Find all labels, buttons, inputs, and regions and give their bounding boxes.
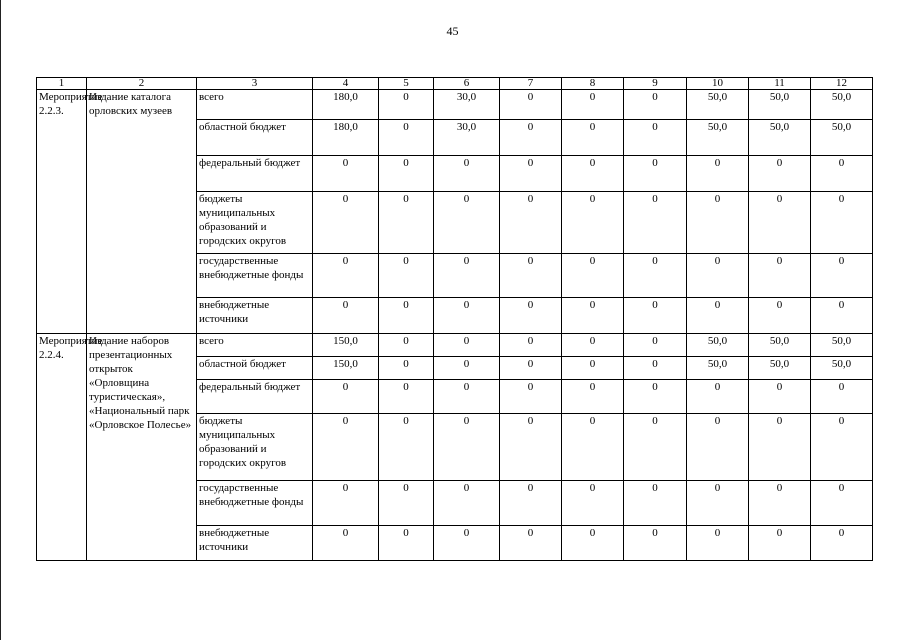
value-cell: 0 — [624, 334, 687, 357]
funding-source: федеральный бюджет — [197, 156, 313, 192]
funding-source: внебюджетные источники — [197, 526, 313, 561]
value-cell: 0 — [749, 254, 811, 298]
column-header: 11 — [749, 78, 811, 90]
value-cell: 0 — [379, 156, 434, 192]
value-cell: 0 — [749, 380, 811, 414]
value-cell: 0 — [811, 526, 873, 561]
value-cell: 0 — [624, 298, 687, 334]
value-cell: 0 — [434, 357, 500, 380]
value-cell: 180,0 — [313, 120, 379, 156]
value-cell: 0 — [687, 298, 749, 334]
event-code: Мероприятие 2.2.3. — [37, 90, 87, 334]
value-cell: 0 — [749, 192, 811, 254]
value-cell: 50,0 — [687, 90, 749, 120]
value-cell: 0 — [500, 298, 562, 334]
column-header: 8 — [562, 78, 624, 90]
column-header: 1 — [37, 78, 87, 90]
value-cell: 50,0 — [811, 120, 873, 156]
value-cell: 0 — [624, 90, 687, 120]
event-code: Мероприятие 2.2.4. — [37, 334, 87, 561]
value-cell: 0 — [624, 156, 687, 192]
budget-table — [36, 77, 873, 561]
value-cell: 0 — [500, 380, 562, 414]
value-cell: 0 — [624, 192, 687, 254]
value-cell: 30,0 — [434, 120, 500, 156]
value-cell: 0 — [434, 414, 500, 481]
value-cell: 0 — [749, 526, 811, 561]
funding-source: бюджеты муниципальных образований и городских округов — [197, 414, 313, 481]
value-cell: 0 — [562, 414, 624, 481]
column-header: 10 — [687, 78, 749, 90]
column-header: 9 — [624, 78, 687, 90]
table-row — [37, 334, 873, 357]
value-cell: 0 — [624, 380, 687, 414]
value-cell: 0 — [379, 120, 434, 156]
value-cell: 0 — [562, 481, 624, 526]
value-cell: 0 — [687, 380, 749, 414]
value-cell: 0 — [624, 414, 687, 481]
value-cell: 0 — [434, 254, 500, 298]
value-cell: 0 — [500, 254, 562, 298]
value-cell: 0 — [500, 526, 562, 561]
value-cell: 0 — [749, 414, 811, 481]
event-name: Издание каталога орловских музеев — [87, 90, 197, 334]
value-cell: 50,0 — [687, 334, 749, 357]
column-header: 4 — [313, 78, 379, 90]
value-cell: 0 — [749, 481, 811, 526]
value-cell: 0 — [562, 298, 624, 334]
value-cell: 0 — [687, 254, 749, 298]
value-cell: 0 — [749, 156, 811, 192]
funding-source: внебюджетные источники — [197, 298, 313, 334]
value-cell: 0 — [313, 254, 379, 298]
value-cell: 0 — [500, 120, 562, 156]
value-cell: 0 — [562, 120, 624, 156]
value-cell: 0 — [434, 380, 500, 414]
value-cell: 0 — [500, 90, 562, 120]
value-cell: 0 — [500, 481, 562, 526]
value-cell: 50,0 — [811, 357, 873, 380]
value-cell: 0 — [500, 334, 562, 357]
value-cell: 0 — [624, 526, 687, 561]
value-cell: 0 — [624, 254, 687, 298]
page-number: 45 — [446, 24, 459, 38]
value-cell: 0 — [313, 414, 379, 481]
value-cell: 0 — [624, 120, 687, 156]
value-cell: 0 — [811, 414, 873, 481]
value-cell: 0 — [562, 90, 624, 120]
funding-source: областной бюджет — [197, 357, 313, 380]
value-cell: 0 — [313, 526, 379, 561]
value-cell: 0 — [811, 481, 873, 526]
value-cell: 50,0 — [749, 120, 811, 156]
value-cell: 0 — [562, 334, 624, 357]
value-cell: 0 — [379, 192, 434, 254]
value-cell: 0 — [687, 156, 749, 192]
value-cell: 0 — [749, 298, 811, 334]
value-cell: 0 — [379, 414, 434, 481]
value-cell: 0 — [562, 156, 624, 192]
funding-source: всего — [197, 90, 313, 120]
value-cell: 0 — [811, 254, 873, 298]
value-cell: 0 — [687, 526, 749, 561]
column-header: 2 — [87, 78, 197, 90]
value-cell: 0 — [811, 380, 873, 414]
event-name: Издание наборов презентационных открыток «Орловщина туристическая», «Национальный парк «Орловское Полесье» — [87, 334, 197, 561]
value-cell: 0 — [313, 192, 379, 254]
value-cell: 0 — [687, 192, 749, 254]
value-cell: 0 — [811, 156, 873, 192]
value-cell: 0 — [562, 380, 624, 414]
value-cell: 0 — [379, 357, 434, 380]
value-cell: 0 — [379, 298, 434, 334]
value-cell: 0 — [562, 357, 624, 380]
funding-source: государственные внебюджетные фонды — [197, 481, 313, 526]
value-cell: 0 — [811, 298, 873, 334]
value-cell: 50,0 — [687, 120, 749, 156]
header-row — [37, 78, 873, 90]
value-cell: 150,0 — [313, 357, 379, 380]
value-cell: 0 — [500, 357, 562, 380]
value-cell: 0 — [379, 90, 434, 120]
value-cell: 0 — [562, 526, 624, 561]
value-cell: 0 — [379, 380, 434, 414]
column-header: 12 — [811, 78, 873, 90]
funding-source: государственные внебюджетные фонды — [197, 254, 313, 298]
value-cell: 50,0 — [811, 334, 873, 357]
value-cell: 0 — [500, 156, 562, 192]
funding-source: областной бюджет — [197, 120, 313, 156]
value-cell: 0 — [379, 526, 434, 561]
value-cell: 180,0 — [313, 90, 379, 120]
value-cell: 50,0 — [749, 334, 811, 357]
value-cell: 0 — [811, 192, 873, 254]
value-cell: 0 — [687, 481, 749, 526]
value-cell: 0 — [624, 357, 687, 380]
table-row — [37, 90, 873, 120]
value-cell: 0 — [500, 192, 562, 254]
value-cell: 0 — [313, 156, 379, 192]
value-cell: 0 — [562, 254, 624, 298]
value-cell: 0 — [434, 526, 500, 561]
funding-source: бюджеты муниципальных образований и городских округов — [197, 192, 313, 254]
column-header: 3 — [197, 78, 313, 90]
value-cell: 0 — [434, 298, 500, 334]
value-cell: 50,0 — [811, 90, 873, 120]
value-cell: 0 — [434, 481, 500, 526]
value-cell: 0 — [562, 192, 624, 254]
value-cell: 30,0 — [434, 90, 500, 120]
value-cell: 0 — [379, 481, 434, 526]
value-cell: 0 — [313, 380, 379, 414]
value-cell: 0 — [379, 254, 434, 298]
value-cell: 0 — [313, 481, 379, 526]
value-cell: 0 — [500, 414, 562, 481]
value-cell: 0 — [687, 414, 749, 481]
column-header: 6 — [434, 78, 500, 90]
funding-source: всего — [197, 334, 313, 357]
page-left-edge — [0, 0, 1, 640]
column-header: 5 — [379, 78, 434, 90]
value-cell: 0 — [313, 298, 379, 334]
value-cell: 0 — [624, 481, 687, 526]
value-cell: 0 — [379, 334, 434, 357]
funding-source: федеральный бюджет — [197, 380, 313, 414]
value-cell: 0 — [434, 192, 500, 254]
value-cell: 0 — [434, 156, 500, 192]
value-cell: 50,0 — [749, 357, 811, 380]
value-cell: 0 — [434, 334, 500, 357]
value-cell: 150,0 — [313, 334, 379, 357]
value-cell: 50,0 — [687, 357, 749, 380]
column-header: 7 — [500, 78, 562, 90]
value-cell: 50,0 — [749, 90, 811, 120]
